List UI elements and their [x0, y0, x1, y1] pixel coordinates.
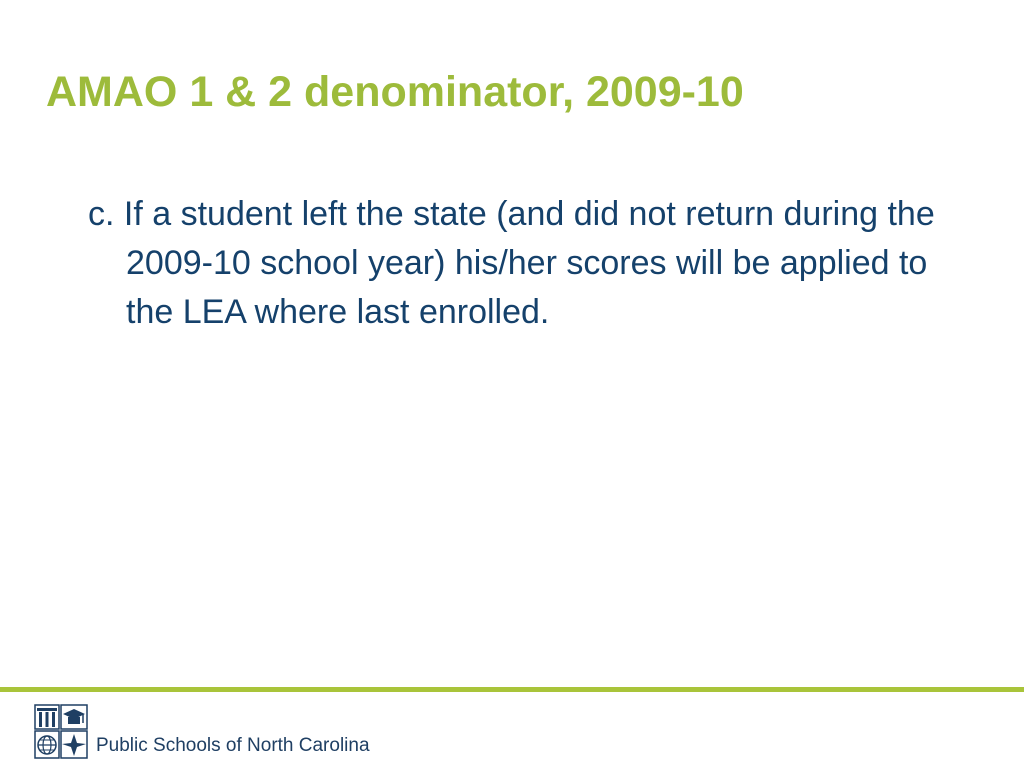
nc-public-schools-logo-icon	[34, 704, 90, 760]
slide-body-text: c. If a student left the state (and did not return during the 2009-10 school year) his/her scores will be applied to the LEA where last enrolled.	[88, 195, 935, 331]
footer-organization-name: Public Schools of North Carolina	[96, 735, 370, 756]
slide-title: AMAO 1 & 2 denominator, 2009-10	[46, 68, 744, 116]
footer-divider	[0, 687, 1024, 692]
